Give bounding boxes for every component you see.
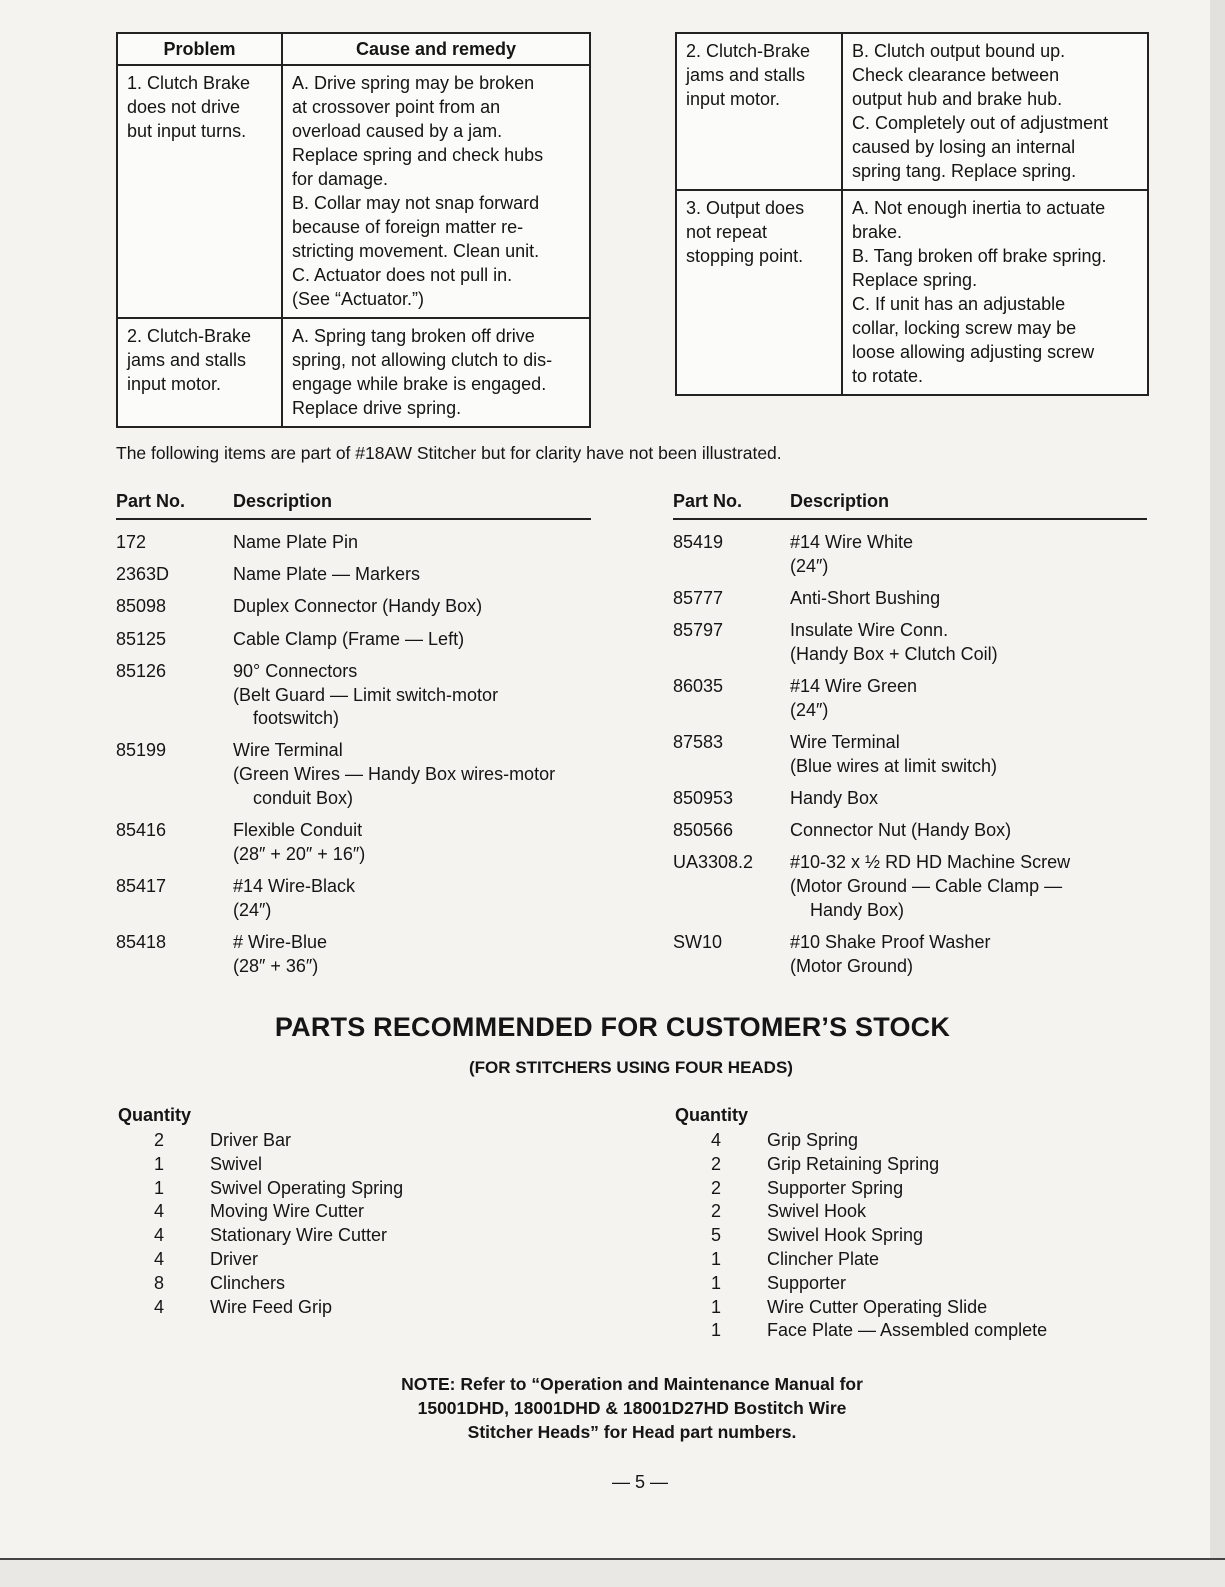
list-item xyxy=(709,1319,1149,1343)
part-no-header: Part No. xyxy=(673,491,743,511)
cause-text: B. Tang broken off brake spring. xyxy=(852,246,1107,266)
quantity-value: 4 xyxy=(153,1225,164,1246)
list-item xyxy=(152,1153,572,1177)
stock-list-right xyxy=(709,1129,1149,1343)
problem-text: jams and stalls xyxy=(686,65,806,85)
description-line: Flexible Conduit xyxy=(233,820,363,841)
cause-cell xyxy=(842,190,1148,395)
cause-text: Replace spring and check hubs xyxy=(292,145,544,165)
parts-list-left xyxy=(116,531,596,987)
problem-header: Problem xyxy=(117,33,282,65)
problem-text: 3. Output does xyxy=(686,198,805,218)
list-item xyxy=(116,563,596,587)
note-text xyxy=(0,1372,1225,1444)
part-number: 87583 xyxy=(673,731,724,752)
part-number: 85125 xyxy=(116,628,167,649)
cause-cell xyxy=(282,318,590,427)
note-line: Stitcher Heads” for Head part numbers. xyxy=(467,1422,797,1442)
list-item xyxy=(673,787,1173,811)
list-item xyxy=(116,628,596,652)
cause-text: stricting movement. Clean unit. xyxy=(292,241,540,261)
part-description xyxy=(790,851,1173,922)
quantity-value: 2 xyxy=(153,1130,164,1150)
list-item xyxy=(673,819,1173,843)
item-name: Driver xyxy=(210,1248,258,1269)
cause-text: C. Actuator does not pull in. xyxy=(292,265,513,285)
problem-text: not repeat xyxy=(686,222,768,242)
description-header: Description xyxy=(233,491,333,511)
cause-text: output hub and brake hub. xyxy=(852,89,1063,109)
intro-text: The following items are part of #18AW Stitcher but for clarity have not been illustrated. xyxy=(116,443,782,463)
cause-text: B. Clutch output bound up. xyxy=(852,41,1066,61)
part-description xyxy=(233,931,596,978)
note-line: 15001DHD, 18001DHD & 18001D27HD Bostitch Wire xyxy=(417,1398,847,1418)
problem-text: 2. Clutch-Brake xyxy=(127,326,252,346)
list-item xyxy=(152,1296,572,1320)
part-description xyxy=(790,787,1173,811)
part-number: 85417 xyxy=(116,875,167,896)
description-line: Anti-Short Bushing xyxy=(790,587,941,608)
troubleshooting-table-right xyxy=(675,32,1149,396)
table-row xyxy=(676,190,1148,395)
cause-text: loose allowing adjusting screw xyxy=(852,342,1095,362)
list-item xyxy=(709,1200,1149,1224)
description-line: (24″) xyxy=(790,699,829,720)
quantity-value: 4 xyxy=(710,1130,721,1150)
quantity-value: 4 xyxy=(153,1248,164,1269)
description-line: (24″) xyxy=(790,555,829,576)
item-name: Clincher Plate xyxy=(767,1248,880,1269)
cause-text: C. If unit has an adjustable xyxy=(852,294,1066,314)
divider xyxy=(116,518,591,520)
part-description xyxy=(790,731,1173,778)
cause-text: brake. xyxy=(852,222,903,242)
item-name: Swivel Hook xyxy=(767,1201,867,1222)
cause-text: Replace drive spring. xyxy=(292,398,462,418)
item-name: Grip Spring xyxy=(767,1130,859,1150)
description-line: Name Plate Pin xyxy=(233,532,359,552)
description-line: Insulate Wire Conn. xyxy=(790,620,949,641)
list-item xyxy=(709,1153,1149,1177)
list-item xyxy=(709,1129,1149,1153)
troubleshooting-table-left xyxy=(116,32,591,428)
description-header: Description xyxy=(790,491,890,511)
section-subtitle: (FOR STITCHERS USING FOUR HEADS) xyxy=(469,1058,793,1077)
quantity-header: Quantity xyxy=(675,1105,749,1125)
part-number: UA3308.2 xyxy=(673,852,754,873)
description-line: Handy Box) xyxy=(810,899,905,920)
table-row xyxy=(676,33,1148,190)
part-number: 86035 xyxy=(673,676,724,697)
item-name: Supporter Spring xyxy=(767,1177,904,1198)
description-line: #14 Wire White xyxy=(790,532,914,552)
description-line: 90° Connectors xyxy=(233,660,358,681)
description-line: Connector Nut (Handy Box) xyxy=(790,820,1012,841)
part-no-header: Part No. xyxy=(116,491,186,511)
table-header-row xyxy=(117,33,590,65)
problem-cell xyxy=(676,190,842,395)
list-item xyxy=(116,595,596,619)
scan-edge-bottom xyxy=(0,1558,1225,1587)
item-name: Supporter xyxy=(767,1272,847,1293)
quantity-value: 1 xyxy=(153,1153,164,1174)
part-description xyxy=(790,931,1173,978)
item-name: Swivel Operating Spring xyxy=(210,1177,404,1198)
note-line: NOTE: Refer to “Operation and Maintenance Manual for xyxy=(401,1374,863,1394)
list-item xyxy=(152,1129,572,1153)
description-line: (Green Wires — Handy Box wires-motor xyxy=(233,764,556,785)
problem-text: input motor. xyxy=(127,374,222,394)
list-item xyxy=(709,1177,1149,1201)
description-line: Handy Box xyxy=(790,787,879,808)
cause-text: because of foreign matter re- xyxy=(292,217,524,237)
quantity-value: 1 xyxy=(710,1296,721,1317)
quantity-value: 4 xyxy=(153,1296,164,1317)
stock-list-left xyxy=(152,1129,572,1319)
quantity-value: 2 xyxy=(710,1201,721,1222)
list-item xyxy=(673,619,1173,666)
quantity-value: 1 xyxy=(710,1272,721,1293)
description-line: #10-32 x ½ RD HD Machine Screw xyxy=(790,852,1071,873)
list-item xyxy=(709,1272,1149,1296)
cause-text: A. Not enough inertia to actuate xyxy=(852,198,1106,218)
quantity-value: 4 xyxy=(153,1201,164,1222)
scan-edge-right xyxy=(1210,0,1225,1558)
description-line: Wire Terminal xyxy=(790,731,900,752)
description-line: (28″ + 20″ + 16″) xyxy=(233,843,366,864)
list-item xyxy=(673,731,1173,778)
problem-text: does not drive xyxy=(127,97,241,117)
description-line: # Wire-Blue xyxy=(233,931,328,952)
list-item xyxy=(709,1224,1149,1248)
description-line: #14 Wire Green xyxy=(790,676,918,697)
section-title: PARTS RECOMMENDED FOR CUSTOMER’S STOCK xyxy=(274,1012,951,1042)
table-row xyxy=(117,65,590,318)
description-line: (Motor Ground) xyxy=(790,955,914,976)
part-number: 85199 xyxy=(116,740,167,761)
problem-cell xyxy=(117,65,282,318)
parts-list-right xyxy=(673,531,1173,987)
description-line: conduit Box) xyxy=(253,787,354,808)
list-item xyxy=(116,739,596,810)
part-number: 85416 xyxy=(116,820,167,841)
problem-text: 2. Clutch-Brake xyxy=(686,41,811,61)
cause-text: C. Completely out of adjustment xyxy=(852,113,1109,133)
list-item xyxy=(116,819,596,866)
list-item xyxy=(673,587,1173,611)
quantity-value: 1 xyxy=(153,1177,164,1198)
part-description xyxy=(790,531,1173,578)
description-line: Duplex Connector (Handy Box) xyxy=(233,596,483,617)
list-item xyxy=(116,875,596,922)
part-description xyxy=(233,595,596,619)
cause-text: collar, locking screw may be xyxy=(852,318,1077,338)
item-name: Swivel Hook Spring xyxy=(767,1225,924,1246)
cause-text: at crossover point from an xyxy=(292,97,501,117)
item-name: Grip Retaining Spring xyxy=(767,1153,940,1174)
description-line: #14 Wire-Black xyxy=(233,875,356,896)
list-item xyxy=(116,531,596,555)
part-description xyxy=(233,739,596,810)
cause-text: (See “Actuator.”) xyxy=(292,289,425,309)
part-number: 85126 xyxy=(116,660,167,681)
problem-text: but input turns. xyxy=(127,121,247,141)
list-item xyxy=(152,1272,572,1296)
list-item xyxy=(673,931,1173,978)
part-description xyxy=(233,660,596,731)
cause-text: engage while brake is engaged. xyxy=(292,374,547,394)
problem-text: stopping point. xyxy=(686,246,804,266)
item-name: Driver Bar xyxy=(210,1130,292,1150)
problem-text: 1. Clutch Brake xyxy=(127,73,251,93)
list-item xyxy=(709,1296,1149,1320)
cause-text: overload caused by a jam. xyxy=(292,121,503,141)
list-item xyxy=(152,1224,572,1248)
part-description xyxy=(790,619,1173,666)
quantity-value: 2 xyxy=(710,1177,721,1198)
description-line: footswitch) xyxy=(253,708,340,729)
part-number: 85797 xyxy=(673,620,724,641)
description-line: (Belt Guard — Limit switch-motor xyxy=(233,684,499,705)
part-number: 2363D xyxy=(116,564,170,585)
item-name: Face Plate — Assembled complete xyxy=(767,1320,1048,1341)
cause-text: caused by losing an internal xyxy=(852,137,1076,157)
quantity-header: Quantity xyxy=(118,1105,192,1125)
part-description xyxy=(233,819,596,866)
quantity-value: 5 xyxy=(710,1225,721,1246)
part-number: SW10 xyxy=(673,931,723,952)
page-number: — 5 — xyxy=(611,1472,668,1492)
item-name: Wire Feed Grip xyxy=(210,1296,333,1317)
cause-text: to rotate. xyxy=(852,366,924,386)
part-description xyxy=(233,628,596,652)
table-row xyxy=(117,318,590,427)
cause-text: A. Drive spring may be broken xyxy=(292,73,535,93)
cause-text: Replace spring. xyxy=(852,270,978,290)
part-number: 172 xyxy=(116,532,147,552)
part-description xyxy=(233,875,596,922)
part-description xyxy=(233,531,596,555)
list-item xyxy=(673,531,1173,578)
part-description xyxy=(790,587,1173,611)
part-description xyxy=(233,563,596,587)
cause-header: Cause and remedy xyxy=(282,33,590,65)
problem-cell xyxy=(676,33,842,190)
cause-text: B. Collar may not snap forward xyxy=(292,193,540,213)
description-line: (Handy Box + Clutch Coil) xyxy=(790,643,998,664)
part-number: 85418 xyxy=(116,931,167,952)
cause-text: spring, not allowing clutch to dis- xyxy=(292,350,553,370)
divider xyxy=(673,518,1147,520)
item-name: Wire Cutter Operating Slide xyxy=(767,1296,988,1317)
part-number: 850566 xyxy=(673,820,734,841)
cause-cell xyxy=(282,65,590,318)
quantity-value: 1 xyxy=(710,1320,721,1341)
cause-text: A. Spring tang broken off drive xyxy=(292,326,535,346)
part-number: 85419 xyxy=(673,532,724,552)
cause-text: Check clearance between xyxy=(852,65,1060,85)
part-number: 85098 xyxy=(116,596,167,617)
list-item xyxy=(116,931,596,978)
quantity-value: 2 xyxy=(710,1153,721,1174)
cause-text: for damage. xyxy=(292,169,389,189)
description-line: Wire Terminal xyxy=(233,740,343,761)
item-name: Clinchers xyxy=(210,1272,286,1293)
item-name: Moving Wire Cutter xyxy=(210,1201,365,1222)
list-item xyxy=(152,1248,572,1272)
list-item xyxy=(116,660,596,731)
list-item xyxy=(673,851,1173,922)
problem-text: input motor. xyxy=(686,89,781,109)
description-line: (Blue wires at limit switch) xyxy=(790,755,998,776)
quantity-value: 1 xyxy=(710,1248,721,1269)
problem-cell xyxy=(117,318,282,427)
item-name: Stationary Wire Cutter xyxy=(210,1225,388,1246)
list-item xyxy=(152,1177,572,1201)
part-description xyxy=(790,819,1173,843)
description-line: #10 Shake Proof Washer xyxy=(790,931,991,952)
description-line: Cable Clamp (Frame — Left) xyxy=(233,628,465,649)
quantity-value: 8 xyxy=(153,1272,164,1293)
problem-text: jams and stalls xyxy=(127,350,247,370)
cause-text: spring tang. Replace spring. xyxy=(852,161,1077,181)
description-line: Name Plate — Markers xyxy=(233,564,421,585)
item-name: Swivel xyxy=(210,1153,263,1174)
description-line: (Motor Ground — Cable Clamp — xyxy=(790,875,1063,896)
list-item xyxy=(152,1200,572,1224)
description-line: (28″ + 36″) xyxy=(233,955,319,976)
part-description xyxy=(790,675,1173,722)
part-number: 85777 xyxy=(673,587,724,608)
description-line: (24″) xyxy=(233,899,272,920)
part-number: 850953 xyxy=(673,787,734,808)
list-item xyxy=(709,1248,1149,1272)
cause-cell xyxy=(842,33,1148,190)
list-item xyxy=(673,675,1173,722)
